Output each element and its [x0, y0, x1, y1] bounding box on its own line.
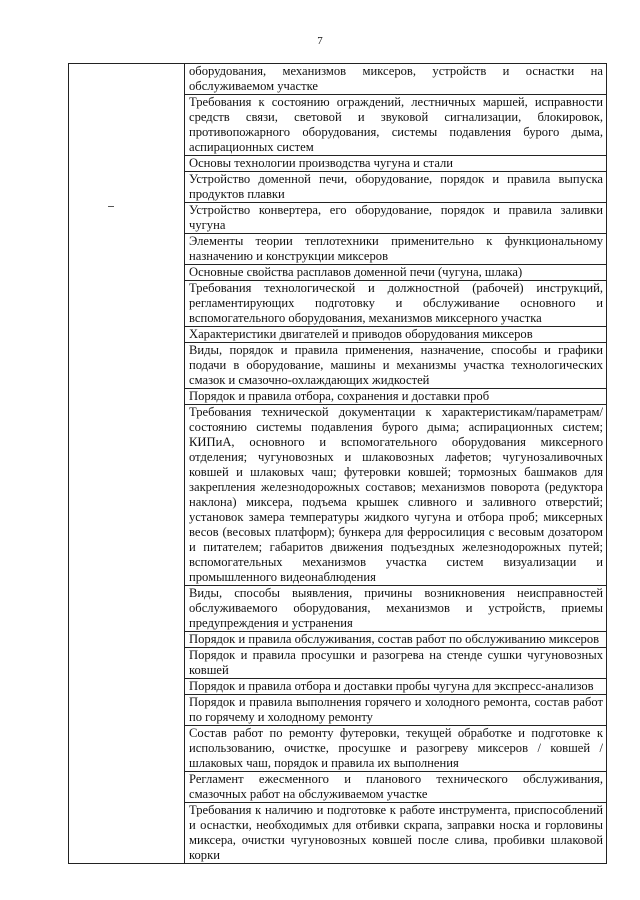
requirement-cell: Элементы теории теплотехники применительно к функциональному назначению и конструкции миксеров — [185, 234, 607, 265]
requirement-cell: Порядок и правила отбора, сохранения и доставки проб — [185, 389, 607, 405]
requirement-cell: Основы технологии производства чугуна и стали — [185, 156, 607, 172]
requirement-cell: Виды, порядок и правила применения, назначение, способы и графики подачи в оборудование, машины и механизмы участка технологических смазок и смазочно-охлаждающих жидкостей — [185, 343, 607, 389]
scan-mark — [108, 206, 114, 207]
requirement-cell: Порядок и правила просушки и разогрева на стенде сушки чугуновозных ковшей — [185, 648, 607, 679]
requirement-cell: оборудования, механизмов миксеров, устройств и оснастки на обслуживаемом участке — [185, 64, 607, 95]
section-label-cell — [69, 64, 185, 864]
table-row — [69, 64, 607, 95]
requirement-cell: Порядок и правила обслуживания, состав работ по обслуживанию миксеров — [185, 632, 607, 648]
requirements-table — [68, 63, 607, 864]
requirement-cell: Порядок и правила выполнения горячего и холодного ремонта, состав работ по горячему и холодному ремонту — [185, 695, 607, 726]
requirement-cell: Регламент ежесменного и планового технического обслуживания, смазочных работ на обслуживаемом участке — [185, 772, 607, 803]
requirement-cell: Состав работ по ремонту футеровки, текущей обработке и подготовке к использованию, очистке, просушке и разогреву миксеров / ковшей / шлаковых чаш, порядок и правила их выполнения — [185, 726, 607, 772]
requirement-cell: Требования к наличию и подготовке к работе инструмента, приспособлений и оснастки, необходимых для отбивки скрапа, заправки носка и горловины миксера, очистки чугуновозных ковшей после слива, пробивки шлаковой корки — [185, 803, 607, 864]
requirement-cell: Требования технологической и должностной (рабочей) инструкций, регламентирующих подготовку и обслуживание основного и вспомогательного оборудования, механизмов миксерного участка — [185, 281, 607, 327]
requirement-cell: Требования технической документации к характеристикам/параметрам/состоянию системы подавления бурого дыма; аспирационных систем; КИПиА, основного и вспомогательного оборудования миксерного отделения; чугуновозных и шлаковозных лафетов; чугунозаливочных ковшей и шлаковых чаш; футеровки ковшей; тормозных башмаков для закрепления железнодорожных составов; механизмов поворота (редуктора наклона) миксера, подъема крышек сливного и заливного отверстий; установок замера температуры жидкого чугуна и отбора проб; миксерных весов (весовых платформ); бункера для ферросилиция с весовым дозатором и питателем; габаритов движения подъездных железнодорожных путей; вспомогательных механизмов участка систем визуализации и промышленного видеонаблюдения — [185, 405, 607, 586]
page-number: 7 — [317, 35, 323, 47]
requirement-cell: Основные свойства расплавов доменной печи (чугуна, шлака) — [185, 265, 607, 281]
requirement-cell: Устройство конвертера, его оборудование, порядок и правила заливки чугуна — [185, 203, 607, 234]
requirement-cell: Порядок и правила отбора и доставки пробы чугуна для экспресс-анализов — [185, 679, 607, 695]
requirement-cell: Виды, способы выявления, причины возникновения неисправностей обслуживаемого оборудования, механизмов и устройств, приемы предупреждения и устранения — [185, 586, 607, 632]
requirement-cell: Характеристики двигателей и приводов оборудования миксеров — [185, 327, 607, 343]
requirement-cell: Устройство доменной печи, оборудование, порядок и правила выпуска продуктов плавки — [185, 172, 607, 203]
requirement-cell: Требования к состоянию ограждений, лестничных маршей, исправности средств связи, световой и звуковой сигнализации, блокировок, противопожарного оборудования, системы подавления бурого дыма, аспирационных систем — [185, 95, 607, 156]
